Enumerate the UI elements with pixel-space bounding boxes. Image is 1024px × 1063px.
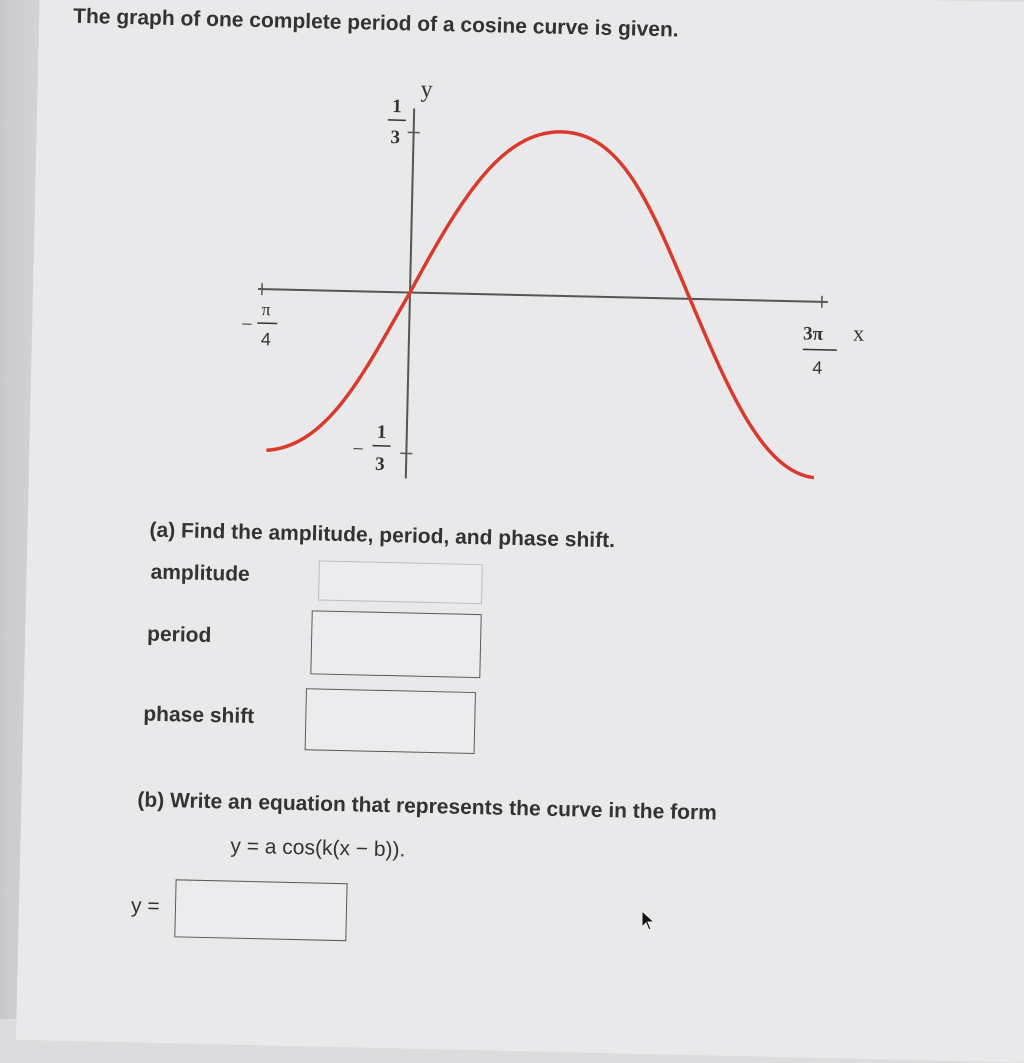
tick-bottom-num: 1 [377,422,387,443]
x-axis-label: x [853,321,865,346]
x-axis [258,289,828,302]
y-equals-label: y = [131,894,160,919]
amplitude-input[interactable] [318,560,483,604]
tick-top-num: 1 [392,96,402,117]
y-axis-label: y [420,77,433,103]
phase-shift-input[interactable] [305,688,476,754]
cosine-curve [266,125,822,477]
tick-top-den: 3 [390,127,400,148]
equation-form: y = a cos(k(x − b)). [230,835,406,863]
question-sheet [16,0,1024,1063]
tick-left-sign: − [241,314,253,336]
equation-input[interactable] [174,879,347,941]
cosine-graph [233,65,893,520]
tick-bottom-sign: − [352,438,364,460]
tick-bottom-den: 3 [375,454,385,475]
tick-right-bar [803,349,837,350]
period-input[interactable] [310,610,481,678]
tick-left-den: 4 [261,329,271,349]
tick-right-num: 3π [803,323,824,344]
question-prompt: The graph of one complete period of a cosine curve is given. [73,5,679,43]
part-a-heading: (a) Find the amplitude, period, and phase shift. [149,519,615,554]
amplitude-label: amplitude [150,561,250,587]
period-label: period [147,623,212,648]
phase-shift-label: phase shift [143,703,254,730]
part-b-heading: (b) Write an equation that represents the curve in the form [137,788,717,825]
tick-right-den: 4 [812,358,822,378]
tick-left-num: π [261,299,271,319]
mouse-pointer-icon [640,910,656,932]
